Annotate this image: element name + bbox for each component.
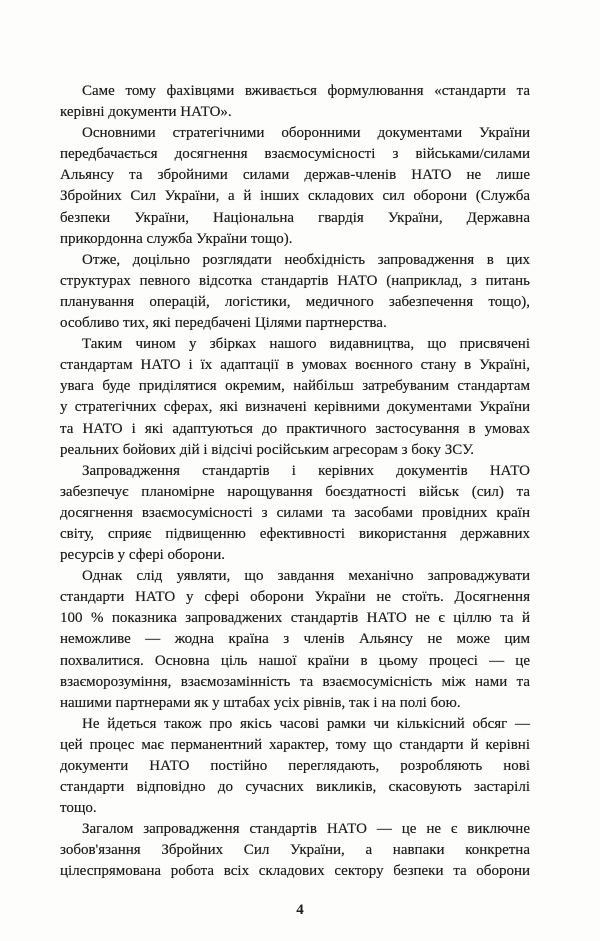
text-line: керівні документи НАТО». [60,104,232,121]
text-line: тощо. [60,800,97,817]
text-line: досягнення взаємосумісності з силами та засобами провідних країн [60,504,530,521]
text-line: 100 % показника запроваджених стандартів НАТО не є ціллю та й [60,610,530,627]
paragraph [60,819,530,882]
text-line: взаєморозуміння, взаємозамінність та взаємосумісність між нами та [60,673,530,690]
text-line: Збройних Сил України, а й інших складових сил оборони (Служба [60,188,530,205]
text-line: стандартам НАТО і їх адаптації в умовах воєнного стану в Україні, [60,357,530,374]
text-line: Основними стратегічними оборонними документами України [82,125,530,142]
paragraph [60,566,530,714]
paragraph [60,250,530,334]
text-line: забезпечує планомірне нарощування боєздатності військ (сил) та [60,483,530,500]
paragraph [60,334,530,461]
text-line: стандарти відповідно до сучасних викликів, скасовують застарілі [60,779,530,796]
paragraph [60,81,530,123]
paragraph [60,123,530,250]
text-line: цей процес має перманентний характер, тому що стандарти й керівні [60,736,530,753]
body-text [60,81,530,883]
text-line: Саме тому фахівцями вживається формулювання «стандарти та [82,83,530,99]
text-line: Не йдеться також про якісь часові рамки чи кількісний обсяг — [82,715,530,732]
text-line: документи НАТО постійно переглядають, розробляють нові [60,758,530,774]
text-line: світу, сприяє підвищенню ефективності використання державних [60,525,530,542]
text-line: у стратегічних сферах, які визначені керівними документами України [60,399,530,416]
text-line: Однак слід уявляти, що завдання механічно запроваджувати [82,568,530,585]
text-line: Загалом запровадження стандартів НАТО — це не є виключне [82,821,530,838]
text-line: планування операцій, логістики, медичного забезпечення тощо), [60,293,530,310]
text-line: увага буде приділятися окремим, найбільш затребуваним стандартам [60,378,530,395]
page-number: 4 [296,901,304,918]
text-line: передбачається досягнення взаємосумісності з військами/силами [60,146,530,163]
paragraph [60,461,530,566]
text-line: реальних бойових дій і відсічі російським агресорам з боку ЗСУ. [60,441,475,458]
text-line: структурах певного відсотка стандартів НАТО (наприклад, з питань [60,272,530,289]
text-line: цілеспрямована робота всіх складових сектору безпеки та оборони [60,863,530,880]
text-line: неможливе — жодна країна з членів Альянсу не може цим [60,631,530,648]
text-line: прикордонна служба України тощо). [60,230,293,247]
text-line: стандарти НАТО у сфері оборони України не стоїть. Досягнення [60,589,530,606]
text-line: Таким чином у збірках нашого видавництва, що присвячені [82,336,530,353]
text-line: Альянсу та збройними силами держав-членів НАТО не лише [60,167,530,184]
text-line: похвалитися. Основна ціль нашої країни в цьому процесі — це [60,652,530,669]
paragraph [60,714,530,819]
text-line: безпеки України, Національна гвардія України, Державна [60,209,530,226]
text-line: та НАТО і які адаптуються до практичного застосування в умовах [60,420,530,437]
text-line: зобов'язання Збройних Сил України, а навпаки конкретна [60,842,530,859]
text-line: нашими партнерами як у штабах усіх рівнів, так і на полі бою. [60,694,461,711]
text-line: особливо тих, які передбачені Цілями партнерства. [60,315,387,332]
text-line: Отже, доцільно розглядати необхідність запровадження в цих [82,251,530,268]
text-line: Запровадження стандартів і керівних документів НАТО [82,462,530,479]
text-line: ресурсів у сфері оборони. [60,547,225,564]
